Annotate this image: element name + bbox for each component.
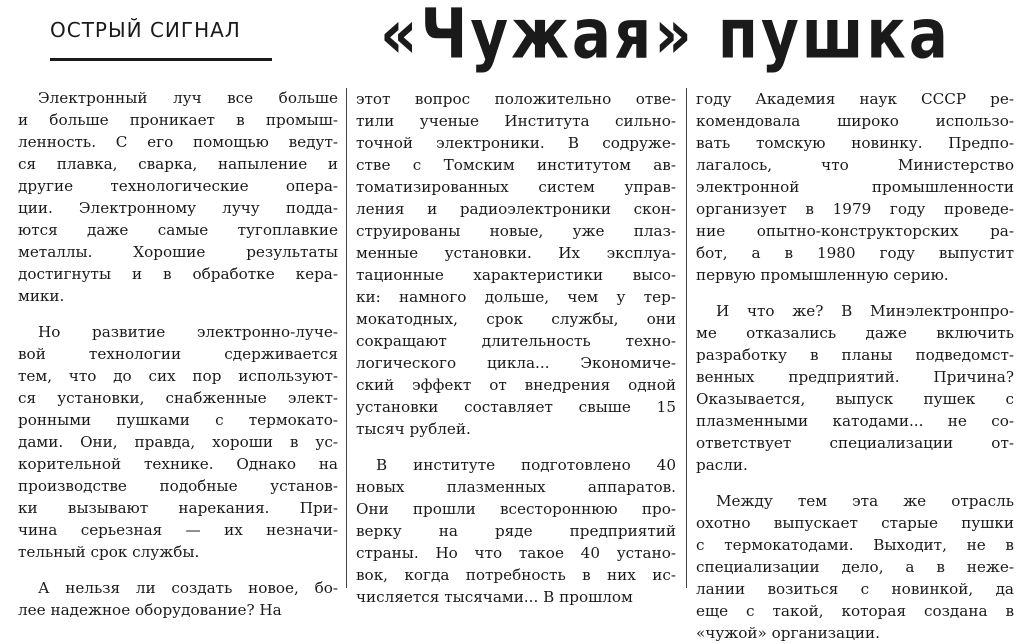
text-line: Электронный луч все больше bbox=[38, 89, 338, 107]
paragraph-gap bbox=[18, 307, 338, 321]
paragraph-gap bbox=[696, 476, 1014, 490]
text-line: В институте подготовлено 40 bbox=[376, 456, 676, 474]
paragraph bbox=[18, 577, 338, 621]
paragraph-gap bbox=[696, 286, 1014, 300]
article-column-3 bbox=[696, 88, 1014, 644]
text-line: тем, что до сих пор используют- bbox=[18, 367, 338, 385]
column-divider bbox=[346, 88, 347, 588]
text-line: ся установки, снабженные элект- bbox=[18, 389, 338, 407]
article-headline: «Чужая» пушка bbox=[380, 0, 951, 75]
text-line: мики. bbox=[18, 287, 65, 305]
text-line: лее надежное оборудование? На bbox=[18, 601, 282, 619]
paragraph-gap bbox=[356, 440, 676, 454]
text-line: ления и радиоэлектроники скон- bbox=[356, 200, 676, 218]
text-line: тысяч рублей. bbox=[356, 420, 471, 438]
text-line: тельный срок службы. bbox=[18, 543, 200, 561]
text-line: бот, а в 1980 году выпустит bbox=[696, 244, 1014, 262]
text-line: лагалось, что Министерство bbox=[696, 156, 1014, 174]
text-line: томатизированных систем управ- bbox=[356, 178, 676, 196]
text-line: ме отказались даже включить bbox=[696, 324, 1014, 342]
text-line: сокращают длительность техно- bbox=[356, 332, 676, 350]
text-line: «чужой» организации. bbox=[696, 624, 880, 642]
paragraph bbox=[356, 454, 676, 608]
text-line: И что же? В Минэлектронпро- bbox=[716, 302, 1014, 320]
text-line: первую промышленную серию. bbox=[696, 266, 949, 284]
text-line: Оказывается, выпуск пушек с bbox=[696, 390, 1014, 408]
text-line: этот вопрос положительно отве- bbox=[356, 90, 676, 108]
text-line: Но развитие электронно-луче- bbox=[38, 323, 338, 341]
text-line: ский эффект от внедрения одной bbox=[356, 376, 676, 394]
text-line: ронными пушками с термокато- bbox=[18, 411, 338, 429]
text-line: еще с такой, которая создана в bbox=[696, 602, 1014, 620]
paragraph-gap bbox=[18, 563, 338, 577]
text-line: ции. Электронному лучу подда- bbox=[18, 199, 338, 217]
article-column-1 bbox=[18, 87, 338, 621]
text-line: металлы. Хорошие результаты bbox=[18, 243, 338, 261]
text-line: тационные характеристики высо- bbox=[356, 266, 676, 284]
text-line: установки составляет свыше 15 bbox=[356, 398, 676, 416]
article-column-2 bbox=[356, 88, 676, 608]
text-line: Они прошли всестороннюю про- bbox=[356, 500, 676, 518]
text-line: числяется тысячами... В прошлом bbox=[356, 588, 633, 606]
text-line: ние опытно-конструкторских ра- bbox=[696, 222, 1014, 240]
text-line: производстве подобные установ- bbox=[18, 477, 338, 495]
text-line: году Академия наук СССР ре- bbox=[696, 90, 1014, 108]
text-line: специализации дело, а в нежe- bbox=[696, 558, 1014, 576]
text-line: достигнуты и в обработке кера- bbox=[18, 265, 338, 283]
text-line: ответствует специализации от- bbox=[696, 434, 1014, 452]
text-line: и больше проникает в промыш- bbox=[18, 111, 338, 129]
text-line: ся плавка, сварка, напыление и bbox=[18, 155, 338, 173]
text-line: менные установки. Их эксплуа- bbox=[356, 244, 676, 262]
text-line: охотно выпускает старые пушки bbox=[696, 514, 1014, 532]
text-line: А нельзя ли создать новое, бо- bbox=[38, 579, 338, 597]
paragraph bbox=[18, 87, 338, 307]
text-line: разработку в планы подведомст- bbox=[696, 346, 1014, 364]
text-line: вой технологии сдерживается bbox=[18, 345, 338, 363]
text-line: чина серьезная — их незначи- bbox=[18, 521, 338, 539]
text-line: тили ученые Института сильно- bbox=[356, 112, 676, 130]
text-line: верку на ряде предприятий bbox=[356, 522, 676, 540]
text-line: ки: намного дольше, чем у тер- bbox=[356, 288, 676, 306]
text-line: другие технологические опера- bbox=[18, 177, 338, 195]
column-divider bbox=[686, 88, 687, 588]
text-line: лании возиться с новинкой, да bbox=[696, 580, 1014, 598]
text-line: организует в 1979 году проведе- bbox=[696, 200, 1014, 218]
text-line: комендовала широко использо- bbox=[696, 112, 1014, 130]
text-line: ленность. С его помощью ведут- bbox=[18, 133, 338, 151]
text-line: точной электроники. В содруже- bbox=[356, 134, 676, 152]
rubric-underline bbox=[50, 58, 272, 61]
text-line: мокатодных, срок службы, они bbox=[356, 310, 676, 328]
text-line: венных предприятий. Причина? bbox=[696, 368, 1014, 386]
text-line: с термокатодами. Выходит, не в bbox=[696, 536, 1014, 554]
paragraph bbox=[356, 88, 676, 440]
text-line: ки вызывают нарекания. При- bbox=[18, 499, 338, 517]
text-line: Между тем эта же отрасль bbox=[716, 492, 1014, 510]
paragraph bbox=[18, 321, 338, 563]
text-line: корительной технике. Однако на bbox=[18, 455, 338, 473]
paragraph bbox=[696, 88, 1014, 286]
text-line: расли. bbox=[696, 456, 748, 474]
rubric-label: ОСТРЫЙ СИГНАЛ bbox=[50, 18, 241, 42]
text-line: ются даже самые тугоплавкие bbox=[18, 221, 338, 239]
text-line: плазменными катодами... не со- bbox=[696, 412, 1014, 430]
text-line: вок, когда потребность в них ис- bbox=[356, 566, 676, 584]
text-line: стве с Томским институтом ав- bbox=[356, 156, 676, 174]
paragraph bbox=[696, 300, 1014, 476]
text-line: электронной промышленности bbox=[696, 178, 1014, 196]
paragraph bbox=[696, 490, 1014, 644]
text-line: дами. Они, правда, хороши в ус- bbox=[18, 433, 338, 451]
text-line: вать томскую новинку. Предпо- bbox=[696, 134, 1014, 152]
text-line: новых плазменных аппаратов. bbox=[356, 478, 676, 496]
text-line: струированы новые, уже плаз- bbox=[356, 222, 676, 240]
text-line: логического цикла... Экономиче- bbox=[356, 354, 676, 372]
text-line: страны. Но что такое 40 устано- bbox=[356, 544, 676, 562]
